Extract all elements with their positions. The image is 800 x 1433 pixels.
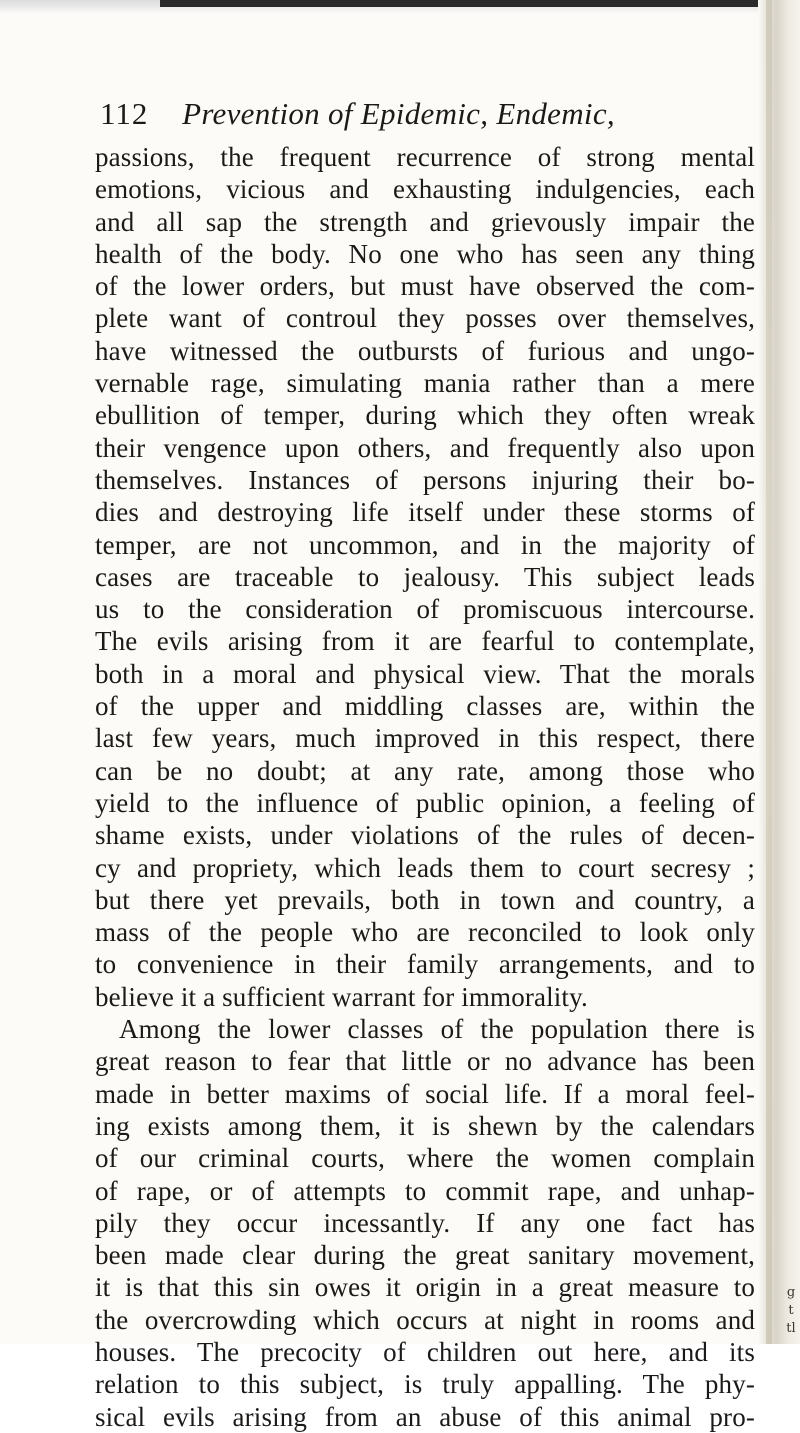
text-line: relation to this subject, is truly appalling. The phy- [95,1369,755,1400]
text-line: cases are traceable to jealousy. This subject leads [95,561,755,592]
text-line: can be no doubt; at any rate, among those who [95,755,755,786]
adjacent-page-edge [758,0,800,1344]
text-line: it is that this sin owes it origin in a great measure to [95,1272,755,1303]
paragraph-start-line: Among the lower classes of the population there is [119,1014,755,1045]
text-line: the overcrowding which occurs at night in rooms and [95,1304,755,1335]
page-number: 112 [100,96,149,131]
running-head [100,94,720,134]
text-line: passions, the frequent recurrence of strong mental [95,142,755,172]
text-line: cy and propriety, which leads them to court secresy ; [95,852,755,883]
text-line: plete want of controul they posses over themselves, [95,303,755,334]
text-line: health of the body. No one who has seen any thing [95,238,755,269]
text-line: ing exists among them, it is shewn by the calendars [95,1110,755,1141]
text-line: pily they occur incessantly. If any one fact has [95,1207,755,1238]
text-line: ebullition of temper, during which they often wreak [95,400,755,431]
text-line: to convenience in their family arrangements, and to [95,949,755,980]
text-line: temper, are not uncommon, and in the majority of [95,529,755,560]
text-line: have witnessed the outbursts of furious and ungo- [95,335,755,366]
text-line: made in better maxims of social life. If a moral feel- [95,1078,755,1109]
adjacent-page-fragments [784,1284,798,1338]
text-line: mass of the people who are reconciled to look only [95,917,755,948]
text-line: emotions, vicious and exhausting indulgencies, each [95,174,755,205]
scan-edge-rule [160,0,800,7]
text-line: us to the consideration of promiscuous intercourse. [95,594,755,625]
body-text [95,141,755,1433]
text-line: yield to the influence of public opinion, a feeling of [95,787,755,818]
text-line: themselves. Instances of persons injuring their bo- [95,464,755,495]
edge-fragment: tl [786,1321,796,1336]
text-line: shame exists, under violations of the rules of decen- [95,820,755,851]
text-line: sical evils arising from an abuse of this animal pro- [95,1401,755,1432]
edge-fragment: g [786,1285,796,1300]
text-line: of the lower orders, but must have observed the com- [95,271,755,302]
running-title: Prevention of Epidemic, Endemic, [182,96,615,131]
text-line: both in a moral and physical view. That the morals [95,658,755,689]
text-line: The evils arising from it are fearful to contemplate, [95,626,755,657]
text-line: great reason to fear that little or no advance has been [95,1046,755,1077]
text-line: but there yet prevails, both in town and country, a [95,884,755,915]
text-line: vernable rage, simulating mania rather than a mere [95,368,755,399]
text-line: last few years, much improved in this respect, there [95,723,755,754]
text-line: and all sap the strength and grievously impair the [95,206,755,237]
text-line: their vengence upon others, and frequently also upon [95,432,755,463]
text-line: of our criminal courts, where the women complain [95,1143,755,1174]
text-line: dies and destroying life itself under these storms of [95,497,755,528]
text-line: been made clear during the great sanitary movement, [95,1240,755,1271]
edge-fragment: t [788,1303,794,1318]
text-line: of rape, or of attempts to commit rape, and unhap- [95,1175,755,1206]
scan-top-band [0,0,800,14]
text-line: of the upper and middling classes are, within the [95,691,755,722]
text-line: houses. The precocity of children out here, and its [95,1336,755,1367]
paragraph-end-line: believe it a sufficient warrant for immorality. [95,981,588,1012]
page-gutter-shadow [766,0,772,1344]
